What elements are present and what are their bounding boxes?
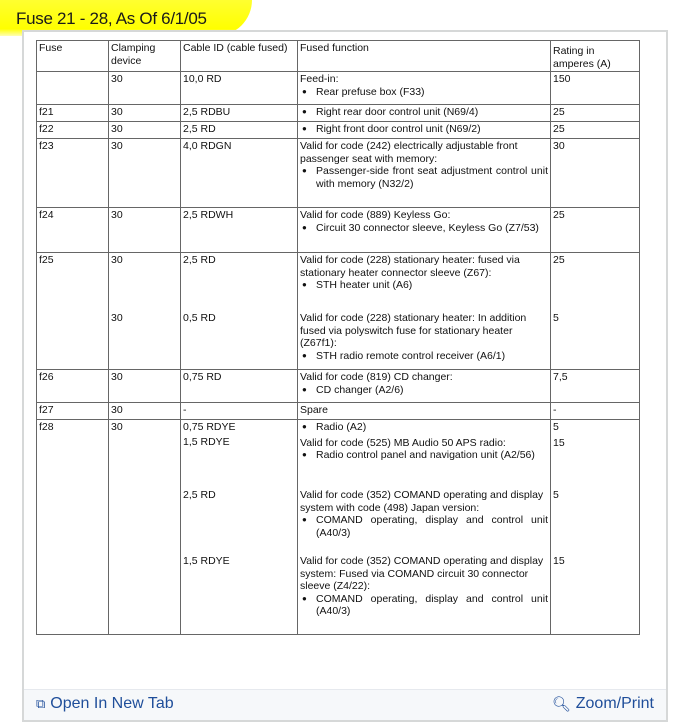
rating-value: 7,5 (553, 371, 568, 383)
bullet-text: Passenger-side front seat adjustment control unit with memory (N32/2) (316, 165, 548, 190)
table-row (37, 208, 640, 253)
bullet-icon: ● (302, 280, 307, 289)
bullet-icon: ● (302, 384, 307, 394)
function-cell (298, 403, 551, 420)
bullet-item (300, 222, 548, 235)
table-row (37, 311, 640, 370)
cable-id-cell (181, 370, 298, 403)
cable-id-value: 2,5 RD (183, 123, 216, 135)
bullet-item (300, 421, 548, 434)
rating-value: 15 (553, 436, 565, 449)
header-clamping: Clamping device (109, 41, 181, 72)
cable-id-cell (181, 122, 298, 139)
cable-id-cell (181, 139, 298, 208)
cable-id-value: - (183, 404, 187, 416)
bullet-item (300, 514, 548, 539)
fuse-cell: f28 (37, 420, 109, 635)
function-cell (298, 554, 551, 635)
rating-cell (551, 370, 640, 403)
fuse-cell: f21 (37, 105, 109, 122)
table-row (37, 105, 640, 122)
cable-id-cell (181, 311, 298, 370)
cable-id-cell (181, 554, 298, 635)
table-header-row (37, 41, 640, 72)
bullet-text: Right front door control unit (N69/2) (316, 123, 481, 135)
rating-cell (551, 403, 640, 420)
function-text: Feed-in: (300, 73, 339, 85)
function-cell (298, 488, 551, 554)
fuse-cell: f22 (37, 122, 109, 139)
clamping-cell: 30 (109, 403, 181, 420)
rating-value: 25 (553, 254, 565, 266)
magnifier-icon: 🔍︎ (551, 696, 571, 713)
fuse-cell: f24 (37, 208, 109, 253)
header-cable-id: Cable ID (cable fused) (181, 41, 298, 72)
bullet-item (300, 165, 548, 190)
function-cell (298, 105, 551, 122)
bullet-item (300, 279, 548, 292)
cable-id-cell (181, 253, 298, 312)
rating-cell (551, 105, 640, 122)
bullet-text: Rear prefuse box (F33) (316, 85, 425, 98)
rating-value: 150 (553, 73, 571, 85)
table-row (37, 122, 640, 139)
fuse-cell: f27 (37, 403, 109, 420)
bullet-text: Radio control panel and navigation unit (A2/56) (316, 449, 535, 461)
header-rating: Rating in amperes (A) (551, 41, 640, 72)
bullet-text: Right rear door control unit (N69/4) (316, 106, 479, 118)
rating-value: 25 (553, 209, 565, 221)
bullet-icon: ● (302, 222, 307, 232)
clamping-cell: 30 (109, 370, 181, 403)
bullet-item (300, 123, 548, 136)
bullet-icon: ● (302, 350, 307, 360)
cable-id-value: 0,75 RDYE (183, 421, 236, 433)
cable-id-cell (181, 105, 298, 122)
header-function: Fused function (298, 41, 551, 72)
cable-id-value: 0,75 RD (183, 371, 222, 383)
rating-value: 5 (553, 489, 559, 501)
bullet-item (300, 106, 548, 119)
bullet-item (300, 449, 548, 462)
cable-id-cell (181, 403, 298, 420)
function-cell (298, 420, 551, 489)
header-fuse: Fuse (37, 41, 109, 72)
rating-value: 25 (553, 123, 565, 135)
rating-cell (551, 72, 640, 105)
bullet-icon: ● (302, 86, 307, 96)
document-frame (22, 30, 668, 722)
cable-id-cell (181, 420, 298, 489)
table-row (37, 253, 640, 312)
fuse-cell (37, 72, 109, 105)
function-text: Valid for code (525) MB Audio 50 APS radio: (300, 436, 506, 449)
bullet-text: Radio (A2) (316, 421, 367, 433)
table-row (37, 420, 640, 489)
rating-cell (551, 253, 640, 312)
bullet-text: STH heater unit (A6) (316, 279, 413, 291)
open-in-new-tab-link[interactable] (36, 695, 174, 713)
table-row (37, 403, 640, 420)
function-cell (298, 370, 551, 403)
bullet-text: CD changer (A2/6) (316, 383, 404, 396)
clamping-cell: 30 (109, 208, 181, 253)
function-text: Valid for code (819) CD changer: (300, 371, 453, 383)
clamping-cell: 30 (109, 253, 181, 312)
clamping-cell: 30 (109, 420, 181, 489)
cable-id-value: 2,5 RD (183, 254, 216, 266)
cable-id-value: 10,0 RD (183, 73, 222, 85)
cable-id-value: 1,5 RDYE (183, 555, 230, 567)
function-text: Spare (300, 404, 329, 416)
rating-cell (551, 554, 640, 635)
function-cell (298, 139, 551, 208)
bullet-text: STH radio remote control receiver (A6/1) (316, 349, 506, 362)
bullet-icon: ● (302, 515, 307, 524)
clamping-cell: 30 (109, 311, 181, 370)
function-text: Valid for code (889) Keyless Go: (300, 209, 451, 221)
rating-value: 15 (553, 555, 565, 567)
bullet-icon: ● (302, 450, 307, 459)
fuse-cell: f25 (37, 253, 109, 370)
table-row (37, 139, 640, 208)
function-text: Valid for code (228) stationary heater: fused via stationary heater connector sleeve (Z67): (300, 254, 520, 279)
cable-id-cell (181, 72, 298, 105)
clamping-cell: 30 (109, 105, 181, 122)
cable-id-cell (181, 488, 298, 554)
function-cell (298, 311, 551, 370)
bullet-text: Circuit 30 connector sleeve, Keyless Go (Z7/53) (316, 221, 539, 234)
bullet-item (300, 593, 548, 618)
clamping-cell: 30 (109, 72, 181, 105)
function-cell (298, 122, 551, 139)
bullet-icon: ● (302, 166, 307, 175)
function-cell (298, 208, 551, 253)
rating-cell (551, 420, 640, 489)
fuse-cell: f26 (37, 370, 109, 403)
rating-value: 5 (553, 312, 559, 324)
table-row (37, 488, 640, 554)
bullet-icon: ● (302, 422, 307, 431)
rating-cell (551, 122, 640, 139)
cable-id-value: 1,5 RDYE (183, 435, 230, 448)
cable-id-value: 2,5 RD (183, 489, 216, 501)
table-row (37, 72, 640, 105)
rating-value: 30 (553, 140, 565, 152)
function-text: Valid for code (242) electrically adjustable front passenger seat with memory: (300, 140, 518, 165)
page-title: Fuse 21 - 28, As Of 6/1/05 (16, 9, 207, 28)
rating-value: 25 (553, 106, 565, 118)
table-row (37, 554, 640, 635)
clamping-cell: 30 (109, 139, 181, 208)
bullet-item (300, 350, 548, 363)
bullet-icon: ● (302, 124, 307, 133)
function-cell (298, 253, 551, 312)
fuse-table (36, 40, 640, 635)
bullet-item (300, 86, 548, 99)
function-cell (298, 72, 551, 105)
rating-value: 5 (553, 421, 559, 433)
bullet-icon: ● (302, 107, 307, 116)
zoom-print-label: Zoom/Print (575, 695, 654, 712)
table-row (37, 370, 640, 403)
clamping-cell (109, 554, 181, 635)
bullet-text: COMAND operating, display and control unit (A40/3) (316, 592, 548, 617)
open-in-new-tab-label: Open In New Tab (50, 695, 174, 712)
clamping-cell: 30 (109, 122, 181, 139)
rating-cell (551, 139, 640, 208)
rating-cell (551, 311, 640, 370)
cable-id-value: 0,5 RD (183, 312, 216, 324)
clamping-cell (109, 488, 181, 554)
new-tab-icon: ⧉ (36, 696, 46, 711)
zoom-print-link[interactable] (552, 695, 654, 713)
bullet-text: COMAND operating, display and control unit (A40/3) (316, 514, 548, 539)
function-text: Valid for code (228) stationary heater: In addition fused via polyswitch fuse for stationary heater (Z67f1): (300, 312, 527, 349)
bullet-icon: ● (302, 593, 307, 603)
cable-id-value: 4,0 RDGN (183, 140, 232, 152)
rating-cell (551, 208, 640, 253)
cable-id-value: 2,5 RDBU (183, 106, 231, 118)
rating-cell (551, 488, 640, 554)
rating-value: - (553, 404, 557, 416)
bullet-item (300, 384, 548, 397)
cable-id-value: 2,5 RDWH (183, 209, 234, 221)
function-text: Valid for code (352) COMAND operating and display system: Fused via COMAND circuit 30 connector sleeve (Z4/22): (300, 555, 544, 592)
function-text: Valid for code (352) COMAND operating and display system with code (498) Japan version: (300, 489, 544, 514)
footer-bar (24, 689, 666, 720)
cable-id-cell (181, 208, 298, 253)
fuse-cell: f23 (37, 139, 109, 208)
